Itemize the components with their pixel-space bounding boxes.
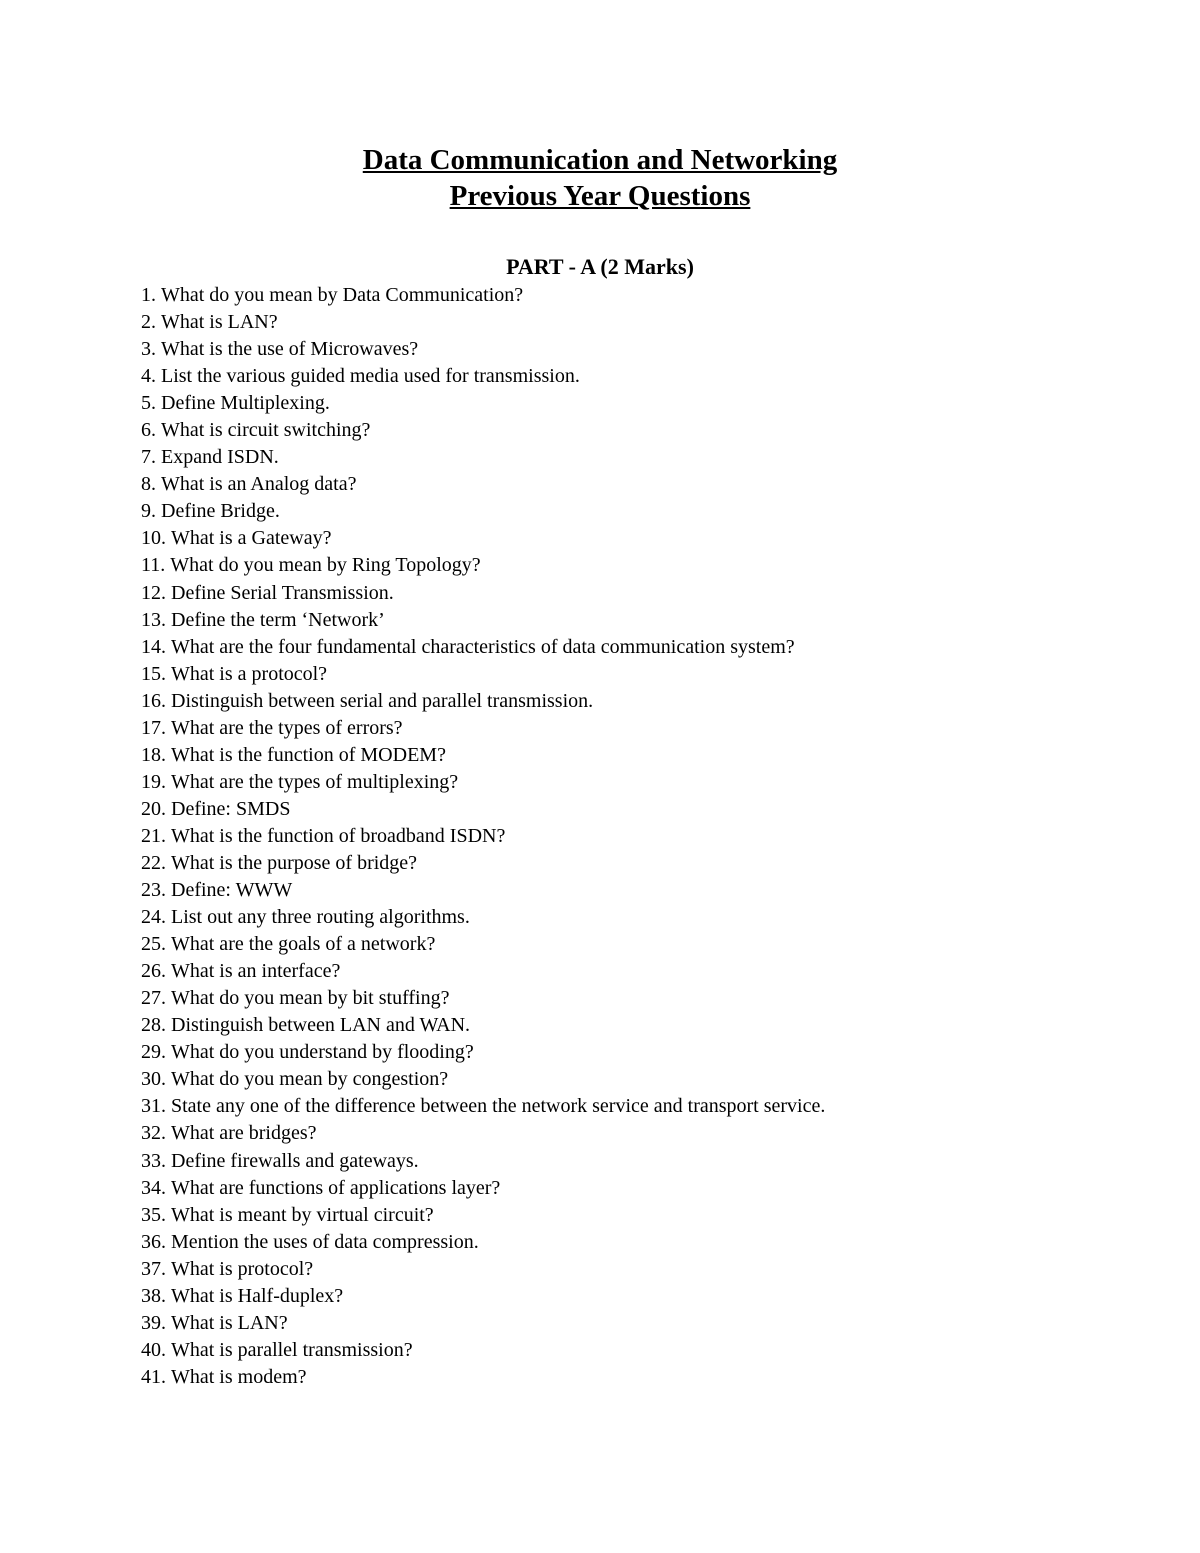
question-item (141, 1012, 1141, 1039)
question-item (141, 390, 1141, 417)
question-number: 16. (141, 689, 166, 712)
question-item (141, 525, 1141, 552)
question-text: What do you understand by flooding? (171, 1041, 474, 1064)
question-item (141, 498, 1141, 525)
question-item (141, 1310, 1141, 1337)
question-text: Expand ISDN. (161, 446, 279, 469)
question-item (141, 1256, 1141, 1283)
question-text: Define: SMDS (171, 797, 291, 820)
question-number: 41. (141, 1365, 166, 1388)
question-number: 17. (141, 716, 166, 739)
question-number: 3. (141, 338, 156, 361)
question-item (141, 1364, 1141, 1391)
question-number: 35. (141, 1203, 166, 1226)
question-number: 7. (141, 446, 156, 469)
question-number: 5. (141, 392, 156, 415)
question-text: Define the term ‘Network’ (171, 608, 385, 631)
question-number: 29. (141, 1041, 166, 1064)
question-item (141, 634, 1141, 661)
question-item (141, 823, 1141, 850)
question-number: 1. (141, 284, 156, 306)
question-item (141, 877, 1141, 904)
question-text: Distinguish between LAN and WAN. (171, 1014, 471, 1037)
question-number: 12. (141, 581, 166, 604)
question-text: Define Serial Transmission. (171, 581, 394, 604)
question-item (141, 1148, 1141, 1175)
question-text: What are functions of applications layer? (171, 1176, 501, 1199)
question-item (141, 742, 1141, 769)
question-text: Mention the uses of data compression. (171, 1230, 479, 1253)
question-text: Define Bridge. (161, 500, 280, 523)
question-number: 8. (141, 473, 156, 496)
question-number: 2. (141, 311, 156, 334)
question-text: What is an Analog data? (161, 473, 357, 496)
question-text: What do you mean by congestion? (171, 1068, 449, 1091)
question-number: 31. (141, 1095, 166, 1118)
question-item (141, 417, 1141, 444)
question-item (141, 688, 1141, 715)
question-item (141, 607, 1141, 634)
question-text: What do you mean by Ring Topology? (170, 554, 481, 577)
question-text: What is the function of broadband ISDN? (171, 824, 506, 847)
question-item (141, 661, 1141, 688)
question-item (141, 309, 1141, 336)
question-item (141, 363, 1141, 390)
question-item (141, 1066, 1141, 1093)
question-text: What is the use of Microwaves? (161, 338, 419, 361)
question-item (141, 931, 1141, 958)
question-text: What is a Gateway? (171, 527, 332, 550)
question-number: 9. (141, 500, 156, 523)
question-number: 36. (141, 1230, 166, 1253)
question-text: State any one of the difference between the network service and transport service. (171, 1095, 826, 1118)
question-item (141, 715, 1141, 742)
question-item (141, 904, 1141, 931)
question-text: List the various guided media used for transmission. (161, 365, 580, 388)
question-number: 19. (141, 770, 166, 793)
question-number: 34. (141, 1176, 166, 1199)
question-text: List out any three routing algorithms. (171, 906, 470, 929)
question-text: What are the types of errors? (171, 716, 403, 739)
question-item (141, 796, 1141, 823)
question-number: 24. (141, 906, 166, 929)
question-text: What is a protocol? (171, 662, 328, 685)
question-item (141, 1229, 1141, 1256)
question-item (141, 1337, 1141, 1364)
question-text: Distinguish between serial and parallel transmission. (171, 689, 594, 712)
document-title: Data Communication and Networking (362, 144, 838, 176)
question-item (141, 1283, 1141, 1310)
question-number: 4. (141, 365, 156, 388)
question-text: What is modem? (171, 1365, 307, 1388)
question-number: 18. (141, 743, 166, 766)
question-item (141, 282, 1141, 309)
question-text: What are bridges? (171, 1122, 317, 1145)
part-heading: PART - A (2 Marks) (506, 254, 694, 279)
question-number: 27. (141, 987, 166, 1010)
question-item (141, 444, 1141, 471)
question-item (141, 985, 1141, 1012)
question-number: 25. (141, 933, 166, 956)
question-number: 38. (141, 1284, 166, 1307)
question-text: What do you mean by Data Communication? (161, 284, 524, 306)
question-item (141, 1093, 1141, 1120)
question-number: 39. (141, 1311, 166, 1334)
question-item (141, 769, 1141, 796)
question-number: 15. (141, 662, 166, 685)
question-text: What is protocol? (171, 1257, 314, 1280)
question-number: 22. (141, 851, 166, 874)
question-item (141, 1202, 1141, 1229)
question-text: What is LAN? (161, 311, 278, 334)
question-item (141, 1120, 1141, 1147)
question-number: 37. (141, 1257, 166, 1280)
question-number: 26. (141, 960, 166, 983)
document-subtitle: Previous Year Questions (449, 180, 751, 212)
question-text: Define: WWW (171, 879, 293, 902)
question-number: 6. (141, 419, 156, 442)
question-text: What is the function of MODEM? (171, 743, 446, 766)
question-item (141, 850, 1141, 877)
question-text: What are the goals of a network? (171, 933, 436, 956)
question-item (141, 1175, 1141, 1202)
question-text: What is circuit switching? (161, 419, 371, 442)
question-text: What is LAN? (171, 1311, 288, 1334)
question-text: What is parallel transmission? (171, 1338, 413, 1361)
question-text: What are the four fundamental characteristics of data communication system? (171, 635, 795, 658)
question-number: 28. (141, 1014, 166, 1037)
question-number: 32. (141, 1122, 166, 1145)
question-text: What do you mean by bit stuffing? (171, 987, 450, 1010)
question-number: 21. (141, 824, 166, 847)
question-number: 10. (141, 527, 166, 550)
question-item (141, 1039, 1141, 1066)
question-number: 33. (141, 1149, 166, 1172)
question-list (141, 282, 1141, 1391)
question-item (141, 471, 1141, 498)
question-item (141, 336, 1141, 363)
question-number: 20. (141, 797, 166, 820)
question-text: What is meant by virtual circuit? (171, 1203, 434, 1226)
question-text: What are the types of multiplexing? (171, 770, 459, 793)
question-text: What is an interface? (171, 960, 341, 983)
question-text: Define Multiplexing. (161, 392, 330, 415)
question-number: 14. (141, 635, 166, 658)
question-text: What is the purpose of bridge? (171, 851, 418, 874)
question-number: 30. (141, 1068, 166, 1091)
question-number: 40. (141, 1338, 166, 1361)
question-number: 23. (141, 879, 166, 902)
question-item (141, 580, 1141, 607)
question-number: 13. (141, 608, 166, 631)
question-text: What is Half-duplex? (171, 1284, 344, 1307)
question-item (141, 552, 1141, 579)
question-text: Define firewalls and gateways. (171, 1149, 419, 1172)
question-number: 11. (141, 554, 166, 577)
question-item (141, 958, 1141, 985)
